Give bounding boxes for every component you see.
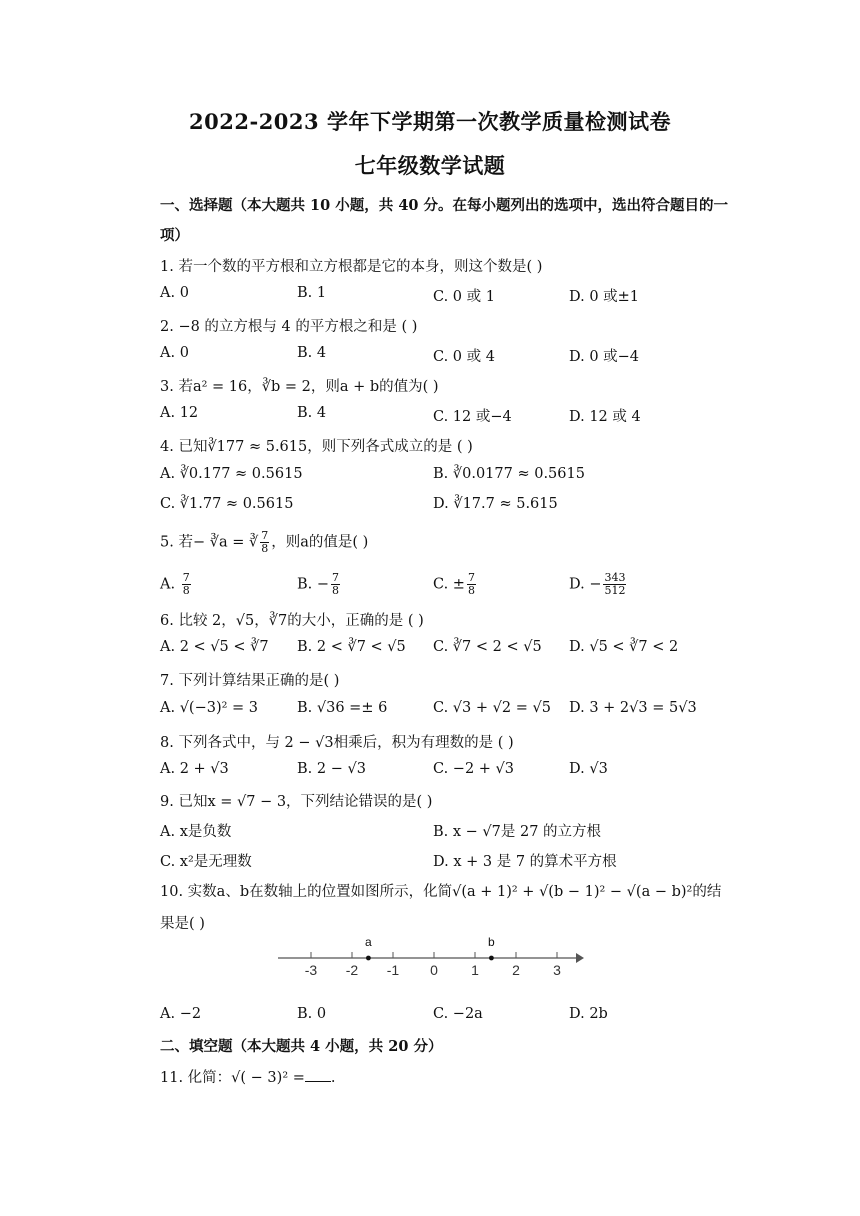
q5-option-d-numerator: 343 bbox=[604, 571, 626, 584]
q3-option-c[interactable]: C. 12 或−4 bbox=[433, 409, 512, 425]
number-line-tick-label: -3 bbox=[304, 962, 318, 978]
q11-answer-blank[interactable] bbox=[305, 1067, 331, 1082]
q3-options bbox=[160, 405, 720, 425]
number-line-tick-label: 2 bbox=[512, 962, 520, 978]
q8-option-d[interactable]: D. √3 bbox=[569, 761, 608, 777]
q10-stem: 10. 实数a、b在数轴上的位置如图所示，化简√(a + 1)² + √(b − 1)² − √(a − b)²的结 bbox=[160, 884, 722, 900]
section1-heading-cont: 项） bbox=[160, 227, 189, 244]
q5-option-a-numerator: 7 bbox=[182, 571, 190, 584]
number-line-ticks bbox=[305, 952, 561, 978]
q6-option-d[interactable]: D. √5 < ∛7 < 2 bbox=[569, 639, 679, 655]
q5-options bbox=[160, 572, 720, 598]
q5-option-b-denominator: 8 bbox=[332, 584, 340, 597]
q5-option-b-fraction bbox=[331, 572, 340, 597]
q4-option-d[interactable]: D. ∛17.7 ≈ 5.615 bbox=[433, 496, 558, 512]
q4-options-row2 bbox=[160, 496, 720, 516]
q5-stem-radical: ∛ bbox=[248, 534, 259, 551]
q7-option-a[interactable]: A. √(−3)² = 3 bbox=[160, 700, 259, 716]
q8-option-a[interactable]: A. 2 + √3 bbox=[160, 761, 229, 777]
q6-option-b[interactable]: B. 2 < ∛7 < √5 bbox=[297, 639, 406, 655]
number-line-tick-label: 3 bbox=[553, 962, 561, 978]
q9-option-c[interactable]: C. x²是无理数 bbox=[160, 854, 252, 870]
q5-option-a-denominator: 8 bbox=[182, 584, 190, 597]
q4-options-row1 bbox=[160, 466, 720, 486]
q10-option-a[interactable]: A. −2 bbox=[160, 1006, 202, 1022]
q7-options bbox=[160, 700, 720, 720]
q4-option-c[interactable]: C. ∛1.77 ≈ 0.5615 bbox=[160, 496, 294, 512]
q11-stem bbox=[160, 1066, 336, 1087]
number-line-arrow bbox=[576, 953, 584, 963]
q2-option-c[interactable]: C. 0 或 4 bbox=[433, 349, 495, 365]
q10-option-d[interactable]: D. 2b bbox=[569, 1006, 608, 1022]
q10-option-c[interactable]: C. −2a bbox=[433, 1006, 483, 1022]
q5-option-a[interactable] bbox=[160, 572, 193, 597]
number-line-figure bbox=[270, 932, 590, 980]
number-line-tick-label: 0 bbox=[430, 962, 438, 978]
number-line-tick-label: -2 bbox=[345, 962, 359, 978]
number-line-tick-label: 1 bbox=[471, 962, 479, 978]
number-line-point-a bbox=[366, 956, 371, 961]
number-line-point-b bbox=[489, 956, 494, 961]
q5-option-c-fraction bbox=[467, 572, 476, 597]
q3-option-b[interactable]: B. 4 bbox=[297, 405, 327, 421]
q11-stem-expr: √( − 3)² = bbox=[231, 1070, 305, 1086]
q8-option-b[interactable]: B. 2 − √3 bbox=[297, 761, 366, 777]
q3-stem bbox=[160, 375, 439, 396]
q6-stem: 6. 比较 2，√5，∛7的大小，正确的是 ( ) bbox=[160, 613, 424, 629]
q9-option-b[interactable]: B. x − √7是 27 的立方根 bbox=[433, 824, 602, 840]
q2-options bbox=[160, 345, 720, 365]
q3-option-d[interactable]: D. 12 或 4 bbox=[569, 409, 641, 425]
q10-stem-cont: 果是( ) bbox=[160, 916, 205, 932]
section2-heading: 二、填空题（本大题共 4 小题，共 20 分） bbox=[160, 1038, 443, 1055]
q1-options bbox=[160, 285, 720, 305]
q5-stem-fraction bbox=[260, 530, 269, 555]
q1-stem: 1. 若一个数的平方根和立方根都是它的本身，则这个数是( ) bbox=[160, 259, 543, 275]
q9-options-row2 bbox=[160, 850, 720, 870]
q11-stem-post: . bbox=[330, 1070, 336, 1086]
q1-option-b[interactable]: B. 1 bbox=[297, 285, 327, 301]
q5-stem bbox=[160, 530, 368, 555]
q5-stem-numerator: 7 bbox=[261, 529, 269, 542]
q5-option-a-fraction bbox=[182, 572, 191, 597]
q9-option-d[interactable]: D. x + 3 是 7 的算术平方根 bbox=[433, 854, 617, 870]
q7-option-d[interactable]: D. 3 + 2√3 = 5√3 bbox=[569, 700, 697, 716]
q2-option-d[interactable]: D. 0 或−4 bbox=[569, 349, 640, 365]
q4-option-b[interactable]: B. ∛0.0177 ≈ 0.5615 bbox=[433, 466, 585, 482]
number-line-points bbox=[365, 935, 495, 960]
q5-option-a-label: A. bbox=[160, 576, 176, 593]
q5-option-b-label: B. − bbox=[297, 576, 330, 593]
q5-option-c[interactable] bbox=[433, 572, 478, 597]
q6-options bbox=[160, 639, 720, 659]
q2-stem: 2. −8 的立方根与 4 的平方根之和是 ( ) bbox=[160, 319, 418, 335]
q4-stem: 4. 已知∛177 ≈ 5.615，则下列各式成立的是 ( ) bbox=[160, 439, 473, 455]
q8-option-c[interactable]: C. −2 + √3 bbox=[433, 761, 515, 777]
q6-option-c[interactable]: C. ∛7 < 2 < √5 bbox=[433, 639, 542, 655]
q5-option-c-denominator: 8 bbox=[467, 584, 475, 597]
q3-option-a[interactable]: A. 12 bbox=[160, 405, 199, 421]
q1-option-d[interactable]: D. 0 或±1 bbox=[569, 289, 640, 305]
q5-stem-denominator: 8 bbox=[261, 542, 269, 555]
q5-stem-pre: 5. 若− ∛a = bbox=[160, 534, 245, 551]
q5-stem-post: ，则a的值是( ) bbox=[271, 534, 369, 551]
q5-option-d[interactable] bbox=[569, 572, 628, 597]
q8-stem: 8. 下列各式中，与 2 − √3相乘后，积为有理数的是 ( ) bbox=[160, 735, 514, 751]
q6-option-a[interactable]: A. 2 < √5 < ∛7 bbox=[160, 639, 269, 655]
q3-stem-pre: 3. 若 bbox=[160, 379, 193, 395]
q3-stem-post: a + b的值为( ) bbox=[339, 379, 439, 395]
q9-options-row1 bbox=[160, 820, 720, 840]
q10-options bbox=[160, 1006, 720, 1026]
q5-option-b-numerator: 7 bbox=[332, 571, 340, 584]
q5-option-d-label: D. − bbox=[569, 576, 602, 593]
q5-option-d-fraction bbox=[603, 572, 626, 597]
q1-option-a[interactable]: A. 0 bbox=[160, 285, 189, 301]
q3-stem-mid: a² = 16，∛b = 2，则 bbox=[192, 379, 340, 395]
q5-option-c-numerator: 7 bbox=[467, 571, 475, 584]
q7-option-c[interactable]: C. √3 + √2 = √5 bbox=[433, 700, 551, 716]
q5-option-b[interactable] bbox=[297, 572, 342, 597]
q10-option-b[interactable]: B. 0 bbox=[297, 1006, 327, 1022]
q2-option-a[interactable]: A. 0 bbox=[160, 345, 189, 361]
q7-option-b[interactable]: B. √36 =± 6 bbox=[297, 700, 388, 716]
q1-option-c[interactable]: C. 0 或 1 bbox=[433, 289, 495, 305]
q9-option-a[interactable]: A. x是负数 bbox=[160, 824, 232, 840]
section1-heading: 一、选择题（本大题共 10 小题，共 40 分。在每小题列出的选项中，选出符合题目的一 bbox=[160, 197, 729, 214]
q5-option-d-denominator: 512 bbox=[604, 584, 626, 597]
q5-option-c-label: C. ± bbox=[433, 576, 465, 593]
number-line-point-label-b: b bbox=[488, 935, 495, 949]
q2-option-b[interactable]: B. 4 bbox=[297, 345, 327, 361]
q4-option-a[interactable]: A. ∛0.177 ≈ 0.5615 bbox=[160, 466, 303, 482]
number-line-point-label-a: a bbox=[365, 935, 372, 949]
exam-subtitle: 七年级数学试题 bbox=[354, 153, 506, 178]
q8-options bbox=[160, 761, 720, 781]
q7-stem: 7. 下列计算结果正确的是( ) bbox=[160, 673, 340, 689]
q9-stem: 9. 已知x = √7 − 3，下列结论错误的是( ) bbox=[160, 794, 433, 810]
number-line-tick-label: -1 bbox=[386, 962, 400, 978]
q11-stem-pre: 11. 化简： bbox=[160, 1070, 232, 1086]
exam-title: 2022-2023 学年下学期第一次教学质量检测试卷 bbox=[189, 109, 671, 134]
